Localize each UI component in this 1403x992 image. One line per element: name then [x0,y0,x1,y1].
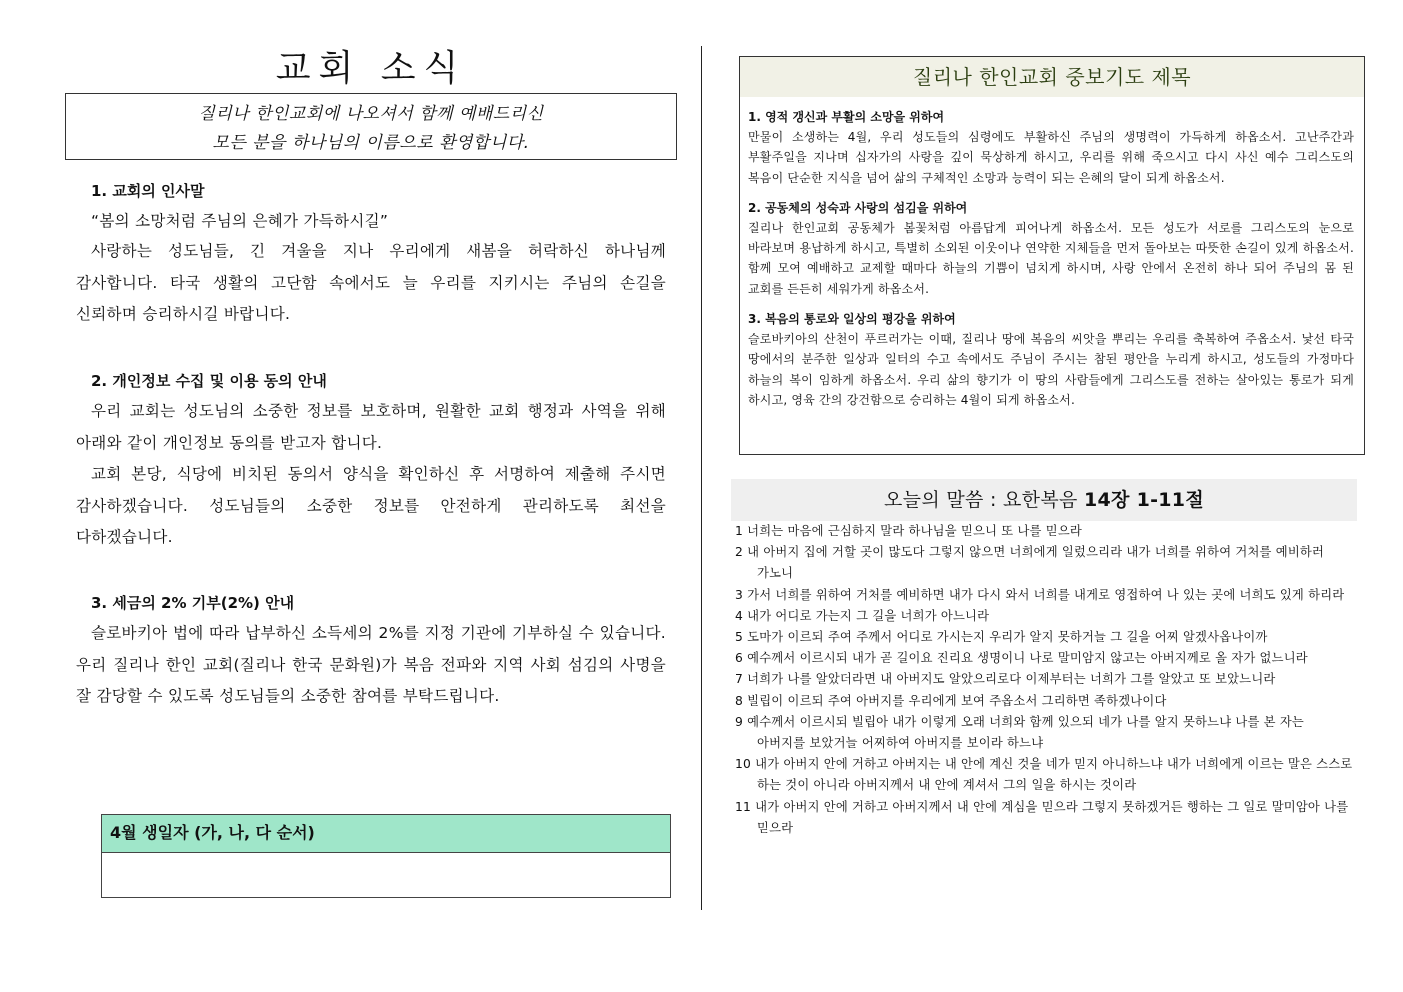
welcome-line-2: 모든 분을 하나님의 이름으로 환영합니다. [212,133,530,153]
verse [735,797,1353,839]
prayer-body [740,97,1364,410]
verse-text: 도마가 이르되 주여 주께서 어디로 가시는지 우리가 알지 못하거늘 그 길을 어찌 알겠사옵나이까 [747,630,1268,645]
verse-number: 5 [735,630,744,645]
verse [735,521,1353,542]
verse [735,606,1353,627]
verse-text: 가서 너희를 위하여 거처를 예비하면 내가 다시 와서 너희를 내게로 영접하여 나 있는 곳에 너희도 있게 하리라 [747,587,1345,602]
prayer-item-title: 1. 영적 갱신과 부활의 소망을 위하여 [748,110,945,124]
section-paragraph: 교회 본당, 식당에 비치된 동의서 양식을 확인하신 후 서명하여 제출해 주시면 감사하겠습니다. 성도님들의 소중한 정보를 안전하게 관리하도록 최선을 다하겠습니다. [76,465,666,546]
greeting-quote: “봄의 소망처럼 주님의 은혜가 가득하시길” [91,212,389,230]
prayer-item-title: 3. 복음의 통로와 일상의 평강을 위하여 [748,312,956,327]
verse [735,691,1353,712]
verse [735,712,1353,754]
verse [735,648,1353,669]
scripture-label: 오늘의 말씀 : 요한복음 [884,489,1084,511]
welcome-line-1: 질리나 한인교회에 나오셔서 함께 예배드리신 [198,104,544,124]
verse-number: 1 [735,524,744,538]
verse-text: 빌립이 이르되 주여 아버지를 우리에게 보여 주옵소서 그리하면 족하겠나이다 [747,693,1167,708]
section-paragraph: 사랑하는 성도님들, 긴 겨울을 지나 우리에게 새봄을 허락하신 하나님께 감사합니다. 타국 생활의 고단함 속에서도 늘 우리를 지키시는 주님의 손길을 신뢰하며 승리하시길 바랍니다. [76,242,666,323]
verse-number: 2 [735,545,744,560]
prayer-item-title: 2. 공동체의 성숙과 사랑의 섬김을 위하여 [748,200,968,215]
verse-number: 11 [735,799,752,814]
verse-text: 너희는 마음에 근심하지 말라 하나님을 믿으니 또 나를 믿으라 [747,524,1082,538]
verse-number: 9 [735,714,744,729]
verse-number: 6 [735,651,744,666]
verse [735,627,1353,648]
prayer-item-text: 질리나 한인교회 공동체가 봄꽃처럼 아름답게 피어나게 하옵소서. 모든 성도가 서로를 그리스도의 눈으로 바라보며 용납하게 하시고, 특별히 소외된 이웃이나 연약한 지체들을 먼저 돌아보는 따뜻한 손길이 있게 하옵소서. 함께 모여 예배하고 교제할 때마다 하늘의 기쁨이 넘치게 하시며, 사랑 안에서 온전히 하나 되어 주님의 몸 된 교회를 든든히 세워가게 하옵소서. [748,220,1354,296]
verse-text: 너희가 나를 알았더라면 내 아버지도 알았으리로다 이제부터는 너희가 그를 알았고 또 보았느니라 [747,672,1276,687]
birthday-heading: 4월 생일자 (가, 나, 다 순서) [102,815,670,853]
verse [735,754,1353,796]
verse-text: 내가 어디로 가는지 그 길을 너희가 아느니라 [747,608,990,623]
prayer-item [748,309,1354,410]
verse [735,669,1353,690]
section-paragraph: 슬로바키아 법에 따라 납부하신 소득세의 2%를 지정 기관에 기부하실 수 있습니다. 우리 질리나 한인 교회(질리나 한국 문화원)가 복음 전파와 지역 사회 섬김의 사명을 잘 감당할 수 있도록 성도님들의 소중한 참여를 부탁드립니다. [76,624,666,705]
verse-text: 예수께서 이르시되 내가 곧 길이요 진리요 생명이니 나로 말미암지 않고는 아버지께로 올 자가 없느니라 [747,651,1308,666]
column-divider [701,46,702,910]
section-heading: 3. 세금의 2% 기부(2%) 안내 [91,594,295,612]
section-heading: 1. 교회의 인사말 [91,182,205,200]
page-title: 교회 소식 [275,48,467,89]
section-heading: 2. 개인정보 수집 및 이용 동의 안내 [91,372,327,390]
scripture-verses [735,521,1353,839]
prayer-item [748,107,1354,188]
verse-text: 예수께서 이르시되 빌립아 내가 이렇게 오래 너희와 함께 있으되 네가 나를 알지 못하느냐 나를 본 자는 아버지를 보았거늘 어찌하여 아버지를 보이라 하느냐 [747,714,1305,751]
prayer-item-text: 만물이 소생하는 4월, 우리 성도들의 심령에도 부활하신 주님의 생명력이 가득하게 하옵소서. 고난주간과 부활주일을 지나며 십자가의 사랑을 깊이 묵상하게 하시고, 우리를 위해 죽으시고 다시 사신 예수 그리스도의 복음이 단순한 지식을 넘어 삶의 구체적인 소망과 능력이 되는 은혜의 달이 되게 하옵소서. [748,130,1354,185]
prayer-item [748,198,1354,299]
privacy-section [76,366,666,554]
prayer-item-text: 슬로바키아의 산천이 푸르러가는 이때, 질리나 땅에 복음의 씨앗을 뿌리는 우리를 축복하여 주옵소서. 낯선 타국 땅에서의 분주한 일상과 일터의 수고 속에서도 주님이 주시는 참된 평안을 누리게 하시고, 성도들의 가정마다 하늘의 복이 임하게 하옵소서. 우리 삶의 향기가 이 땅의 사람들에게 그리스도를 전하는 살아있는 통로가 되게 하시고, 영육 간의 강건함으로 승리하는 4월이 되게 하옵소서. [748,332,1354,407]
verse-number: 10 [735,757,752,772]
tax-donation-section [76,588,666,713]
verse-text: 내가 아버지 안에 거하고 아버지께서 내 안에 계심을 믿으라 그렇지 못하겠거든 행하는 그 일로 말미암아 나를 믿으라 [755,799,1349,835]
verse-number: 4 [735,608,744,623]
birthday-box [101,814,671,898]
welcome-box [65,93,677,160]
verse-number: 3 [735,587,744,602]
scripture-reference: 14장 1-11절 [1083,489,1204,511]
verse-text: 내 아버지 집에 거할 곳이 많도다 그렇지 않으면 너희에게 일렀으리라 내가 너희를 위하여 거처를 예비하러 가노니 [747,545,1325,581]
section-paragraph: 우리 교회는 성도님의 소중한 정보를 보호하며, 원활한 교회 행정과 사역을 위해 아래와 같이 개인정보 동의를 받고자 합니다. [76,402,666,452]
greeting-section [76,176,666,331]
verse [735,542,1353,584]
prayer-heading: 질리나 한인교회 중보기도 제목 [740,57,1364,97]
prayer-box [739,56,1365,455]
verse-text: 내가 아버지 안에 거하고 아버지는 내 안에 계신 것을 네가 믿지 아니하느냐 내가 너희에게 이르는 말은 스스로 하는 것이 아니라 아버지께서 내 안에 계셔서 그의 일을 하시는 것이라 [755,757,1353,793]
scripture-heading [731,479,1357,521]
verse-number: 8 [735,693,744,708]
verse [735,585,1353,606]
verse-number: 7 [735,672,744,687]
